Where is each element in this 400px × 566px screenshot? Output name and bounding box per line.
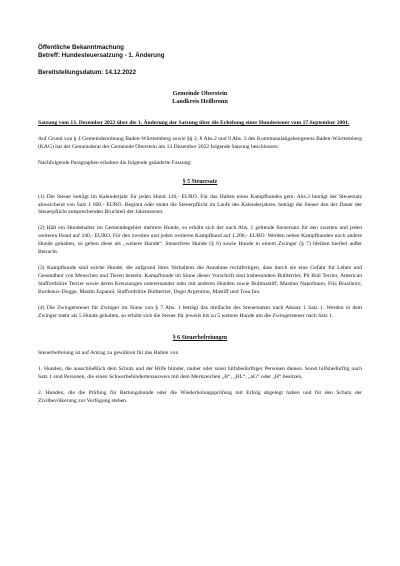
statute-intro: Satzung vom 13. Dezember 2022 über die 1. Änderung der Satzung über die Erhebung einer Hundesteuer vom 17.September 2001.: [38, 120, 350, 126]
legal-basis: Auf Grund von § 4 Gemeindeordnung Baden-Württemberg sowie §§ 2, 8 Abs.2 und 9 Abs. 3 des Kommunalabgabengesetz Baden-Württemberg (KAG) hat der Gemeinderat der Gemeinde Oberstein am 13.Dezember 2022 folgende Satzung beschlossen:: [38, 135, 362, 150]
section-6-lead: Steuerbefreiung ist auf Antrag zu gewähren für das Halten von: [38, 350, 179, 357]
section-5-para-3: (3) Kampfhunde sind solche Hunde, die aufgrund ihres Verhaltens die Annahme rechtfertigen, dass durch sie eine Gefahr für Leben und Gesundheit von Menschen und Tieren besteht. Kampfhunde im Sinne dieser Vorschrift sind insbesondere Bullterrier, Pit Bull Terrier, American Staffordshire Terrier sowie deren Kreuzungen untereinander oder mit anderen Hunden sowie Bullmastiff, Mastino Napolitano, Fila Brasileiro, Bordeaux-Dogge, Mastin Espanol, Staffordshire Bullterrier, Dogo Argentino, Mastiff und Tosa Inu.: [38, 264, 362, 295]
section-6-title: § 6 Steuerbefreiungen: [172, 335, 228, 342]
district-name: Landkreis Heilbronn: [172, 98, 228, 105]
section-5-para-1: (1) Die Steuer beträgt im Kalenderjahr für jeden Hund 120,- EURO. Für das Halten eines Kampfhundes gem. Abs.3 beträgt der Steuersatz abweichend von Satz 1 600,- EURO. Beginnt oder endet die Steuerpflicht im Laufe des Kalenderjahres, beträgt die Steuer den der Dauer der Steuerpflicht entsprechenden Bruchteil der Jahressteuer.: [38, 193, 362, 216]
section-5-title: § 5 Steuersatz: [182, 178, 218, 185]
notice-subject: Betreff: Hundesteuersatzung - 1. Änderung: [38, 52, 165, 59]
amendment-lead: Nachfolgende Paragraphen erhalten die folgende geänderte Fassung:: [38, 159, 192, 166]
notice-title: Öffentliche Bekanntmachung: [38, 44, 124, 51]
document-page: [38, 44, 362, 406]
publication-date: Bereitstellungsdatum: 14.12.2022: [38, 69, 137, 76]
municipality-name: Gemeinde Oberstein: [172, 90, 228, 97]
section-6-item-1: 1. Hunden, die ausschließlich dem Schutz und der Hilfe blinder, tauber oder sonst hilfsbedürftiger Personen dienen. Sonst hilfsbedürftig nach Satz 1 sind Personen, die einen Schwerbehindertenausweis mit dem Merkzeichen „B“, „BL“, „aG“ oder „H“ besitzen,: [38, 366, 362, 381]
section-6-item-2: 2. Hunden, die die Prüfung für Rettungshunde oder die Wiederholungsprüfung mit Erfolg abgelegt haben und für den Schutz der Zivilbevölkerung zur Verfügung stehen.: [38, 390, 362, 405]
section-5-para-2: (2) Hält ein Hundehalter im Gemeindegebiet mehrere Hunde, so erhöht sich der nach Abs. 1 geltende Steuersatz für den zweiten und jeden weiteren Hund auf 240,- EURO. Für den zweiten und jeden weiteren Kampfhund auf 1.200,- EURO. Werden neben Kampfhunden noch andere Hunde gehalten, so gelten diese als „weitere Hunde“. Steuerfreie Hunde (§ 6) sowie Hunde in einem Zwinger (§ 7) bleiben hierbei außer Betracht.: [38, 225, 362, 256]
section-5-para-4: (4) Die Zwingersteuer für Zwinger im Sinne von § 7 Abs. 1 beträgt das dreifache des Steuersatzes nach Absatz 1 Satz 1. Werden in dem Zwinger mehr als 5 Hunde gehalten, so erhöht sich die Steuer für jeweils bis zu 5 weitere Hunde um die Zwingersteuer nach Satz 1.: [38, 304, 362, 319]
